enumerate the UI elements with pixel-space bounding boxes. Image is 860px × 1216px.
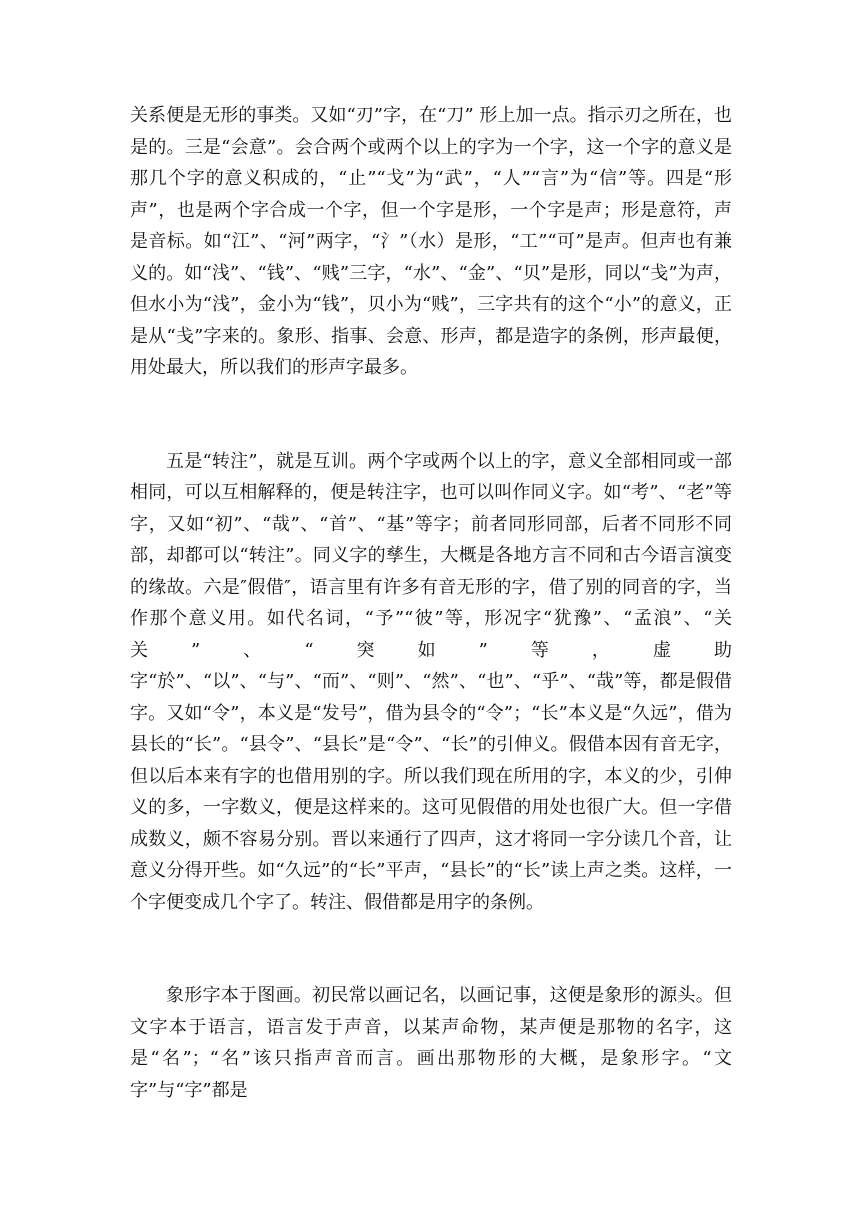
paragraph-2: 五是“转注”，就是互训。两个字或两个以上的字，意义全部相同或一部相同，可以互相解释的，便是转注字，也可以叫作同义字。如“考”、“老”等字，又如“初”、“哉”、“首”、“基”等字；前者同形同部，后者不同形不同部，却都可以“转注”。同义字的孳生，大概是各地方言不同和古今语言演变的缘故。六是″假借″，语言里有许多有音无形的字，借了别的同音的字，当作那个意义用。如代名词，“予”“彼”等，形况字“犹豫”、“孟浪”、“关关”、“突如”等，虚助字“於”、“以”、“与”、“而”、“则”、“然”、“也”、“乎”、“哉”等，都是假借字。又如“令”，本义是“发号”，借为县令的“令”；“长”本义是“久远”，借为县长的“长”。“县令”、“县长”是“令”、“长”的引伸义。假借本因有音无字，但以后本来有字的也借用别的字。所以我们现在所用的字，本义的少，引伸义的多，一字数义，便是这样来的。这可见假借的用处也很广大。但一字借成数义，颇不容易分别。晋以来通行了四声，这才将同一字分读几个音，让意义分得开些。如“久远”的“长”平声，“县长”的“长”读上声之类。这样，一个字便变成几个字了。转注、假借都是用字的条例。	[130, 450, 732, 913]
paragraph-gap	[130, 384, 732, 446]
paragraph-1: 关系便是无形的事类。又如“刃”字，在“刀” 形上加一点。指示刃之所在，也是的。三是“会意”。会合两个或两个以上的字为一个字，这一个字的意义是那几个字的意义积成的，“止”“戈”为“武”，“人”“言”为“信”等。四是“形声”，也是两个字合成一个字，但一个字是形，一个字是声；形是意符，声是音标。如“江”、“河”两字，“氵”（水）是形，“工”“可”是声。但声也有兼义的。如“浅”、“钱”、“贱”三字，“水”、“金”、“贝”是形，同以“戋”为声，但水小为“浅”，金小为“钱”，贝小为“贱”，三字共有的这个“小”的意义，正是从“戋”字来的。象形、指事、会意、形声，都是造字的条例，形声最便，用处最大，所以我们的形声字最多。	[130, 105, 732, 378]
paragraph-3: 象形字本于图画。初民常以画记名，以画记事，这便是象形的源头。但文字本于语言，语言发于声音，以某声命物，某声便是那物的名字，这是“名”；“名”该只指声音而言。画出那物形的大概，是象形字。“文字”与“字”都是	[130, 985, 732, 1101]
paragraph-gap	[130, 918, 732, 980]
document-body	[130, 100, 732, 1106]
